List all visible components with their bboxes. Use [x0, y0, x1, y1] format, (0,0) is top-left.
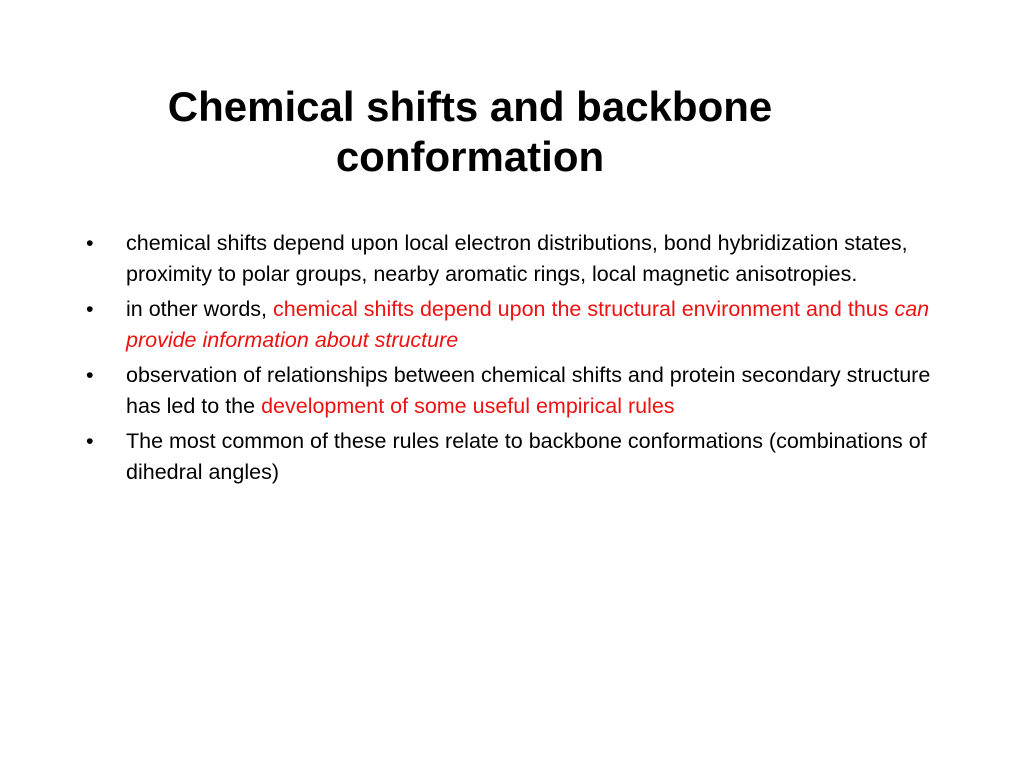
bullet-marker: • [86, 231, 94, 255]
slide-title [100, 82, 840, 182]
bullet-2-text-highlight-italic: can provide information about structure [126, 297, 930, 352]
bullet-2-text-plain: in other words, [126, 297, 273, 321]
bullet-marker: • [86, 429, 94, 453]
bullet-item-1 [82, 228, 942, 290]
bullet-item-3 [82, 360, 942, 422]
bullet-item-4 [82, 426, 942, 488]
bullet-marker: • [86, 297, 94, 321]
bullet-4-text: The most common of these rules relate to backbone conformations (combinations of dihedral angles) [126, 429, 927, 484]
bullet-1-text: chemical shifts depend upon local electron distributions, bond hybridization states, proximity to polar groups, nearby aromatic rings, local magnetic anisotropies. [126, 231, 908, 286]
bullet-item-2 [82, 294, 942, 356]
bullet-3-text-highlight: development of some useful empirical rules [261, 394, 675, 418]
bullet-3-text-plain: observation of relationships between chemical shifts and protein secondary structure has led to the [126, 363, 931, 418]
slide-title-line-1: Chemical shifts and backbone [167, 83, 773, 130]
bullet-2-text-highlight: chemical shifts depend upon the structural environment and thus [272, 297, 895, 321]
slide-title-line-2: conformation [335, 133, 605, 180]
bullet-list [82, 228, 942, 492]
bullet-marker: • [86, 363, 94, 387]
